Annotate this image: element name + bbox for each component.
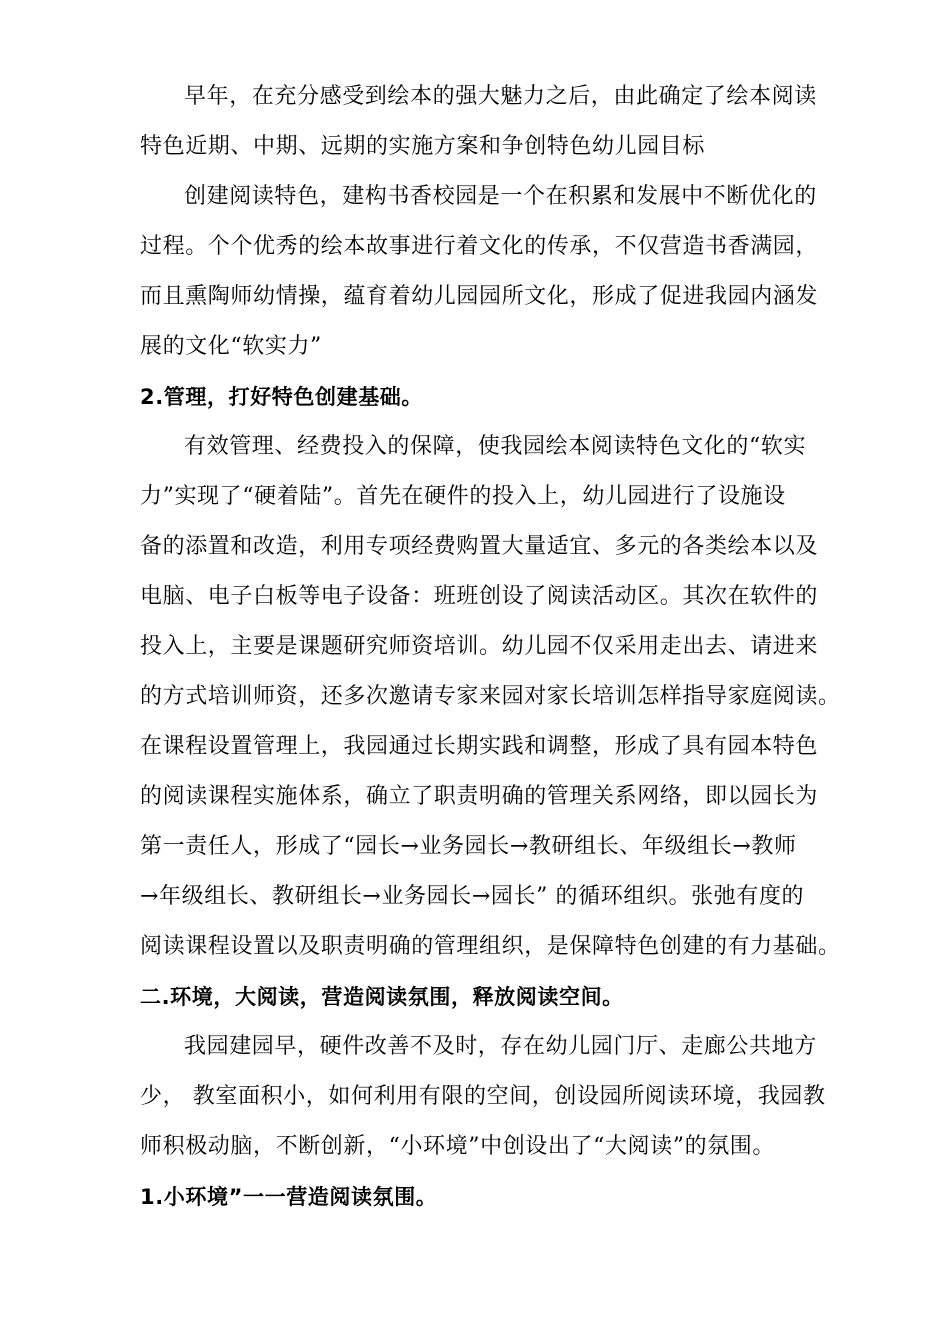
paragraph-3-line-2: 力”实现了“硬着陆”。首先在硬件的投入上，幼儿园进行了设施设 <box>140 484 786 509</box>
paragraph-3-line-11: 阅读课程设置以及职责明确的管理组织，是保障特色创建的有力基础。 <box>140 934 841 959</box>
paragraph-1-line-1: 早年，在充分感受到绘本的强大魅力之后，由此确定了绘本阅读 <box>184 84 817 109</box>
paragraph-3-line-8: 的阅读课程实施体系，确立了职责明确的管理关系网络，即以园长为 <box>140 784 819 809</box>
paragraph-3-line-5: 投入上，主要是课题研究师资培训。幼儿园不仅采用走出去、请进来 <box>140 634 819 659</box>
paragraph-3-line-4: 电脑、电子白板等电子设备：班班创设了阅读活动区。其次在软件的 <box>140 584 819 609</box>
paragraph-3-line-9: 第一责任人，形成了“园长→业务园长→教研组长、年级组长→教师 <box>140 834 797 859</box>
paragraph-3-line-1: 有效管理、经费投入的保障，使我园绘本阅读特色文化的“软实 <box>184 434 807 459</box>
section-heading-management: 2.管理，打好特色创建基础。 <box>140 385 423 409</box>
paragraph-2-line-1: 创建阅读特色，建构书香校园是一个在积累和发展中不断优化的 <box>184 184 817 209</box>
section-heading-small-environment: 1.小环境”一一营造阅读氛围。 <box>140 1185 438 1209</box>
paragraph-4-line-1: 我园建园早，硬件改善不及时，存在幼儿园门厅、走廊公共地方 <box>184 1034 817 1059</box>
paragraph-3-line-6: 的方式培训师资，还多次邀请专家来园对家长培训怎样指导家庭阅读。 <box>140 684 841 709</box>
paragraph-2-line-3: 而且熏陶师幼情操，蕴育着幼儿园园所文化，形成了促进我园内涵发 <box>140 284 819 309</box>
paragraph-1-line-2: 特色近期、中期、远期的实施方案和争创特色幼儿园目标 <box>140 134 706 159</box>
section-heading-environment: 二.环境，大阅读，营造阅读氛围，释放阅读空间。 <box>140 985 624 1009</box>
paragraph-4-line-3: 师积极动脑，不断创新，“小环境”中创设出了“大阅读”的氛围。 <box>140 1134 775 1159</box>
paragraph-4-line-2: 少， 教室面积小，如何利用有限的空间，创设园所阅读环境，我园教 <box>140 1084 826 1109</box>
paragraph-2-line-2: 过程。个个优秀的绘本故事进行着文化的传承，不仅营造书香满园， <box>140 234 819 259</box>
document-page <box>140 72 841 1222</box>
paragraph-2-line-4: 展的文化“软实力” <box>140 334 322 359</box>
paragraph-3-line-7: 在课程设置管理上，我园通过长期实践和调整，形成了具有园本特色 <box>140 734 819 759</box>
paragraph-3-line-3: 备的添置和改造，利用专项经费购置大量适宜、多元的各类绘本以及 <box>140 534 819 559</box>
paragraph-3-line-10: →年级组长、教研组长→业务园长→园长” 的循环组织。张弛有度的 <box>140 884 805 909</box>
